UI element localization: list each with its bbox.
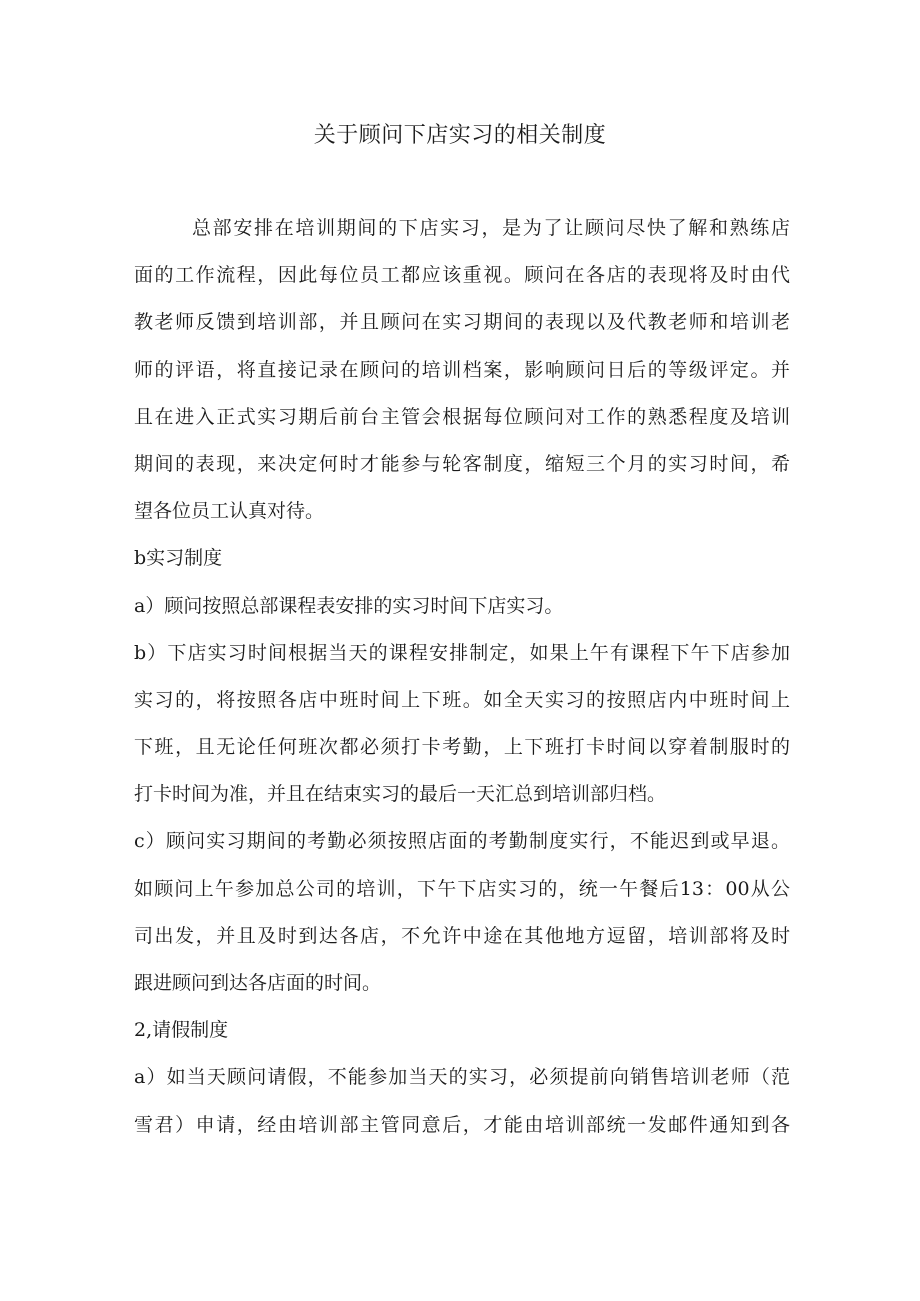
list-item-line: a）如当天顾问请假，不能参加当天的实习，必须提前向销售培训老师（范 bbox=[134, 1066, 790, 1089]
list-item-line: b）下店实习时间根据当天的课程安排制定，如果上午有课程下午下店参加 bbox=[134, 641, 790, 664]
paragraph-line: 望各位员工认真对待。 bbox=[134, 500, 325, 523]
list-item-line: 如顾问上午参加总公司的培训，下午下店实习的，统一午餐后13：00从公 bbox=[134, 877, 790, 900]
list-item-line: 司出发，并且及时到达各店，不允许中途在其他地方逗留，培训部将及时 bbox=[134, 924, 790, 947]
paragraph-line: 面的工作流程，因此每位员工都应该重视。顾问在各店的表现将及时由代 bbox=[134, 264, 790, 287]
list-item-line: 下班，且无论任何班次都必须打卡考勤，上下班打卡时间以穿着制服时的 bbox=[134, 736, 790, 759]
list-item-line: 雪君）申请，经由培训部主管同意后，才能由培训部统一发邮件通知到各 bbox=[134, 1113, 790, 1136]
paragraph-line: 期间的表现，来决定何时才能参与轮客制度，缩短三个月的实习时间，希 bbox=[134, 452, 790, 475]
section-heading: b实习制度 bbox=[134, 547, 223, 570]
document-body bbox=[134, 208, 790, 1152]
list-item-line: 跟进顾问到达各店面的时间。 bbox=[134, 972, 382, 994]
section-heading: 2,请假制度 bbox=[134, 1019, 229, 1042]
list-item-line: 实习的，将按照各店中班时间上下班。如全天实习的按照店内中班时间上 bbox=[134, 688, 790, 711]
list-item-line: c）顾问实习期间的考勤必须按照店面的考勤制度实行，不能迟到或早退。 bbox=[134, 830, 790, 853]
list-item-line: 打卡时间为准，并且在结束实习的最后一天汇总到培训部归档。 bbox=[134, 783, 667, 806]
paragraph-line: 且在进入正式实习期后前台主管会根据每位顾问对工作的熟悉程度及培训 bbox=[134, 405, 790, 428]
document-title: 关于顾问下店实习的相关制度 bbox=[313, 123, 607, 148]
paragraph-line: 教老师反馈到培训部，并且顾问在实习期间的表现以及代教老师和培训老 bbox=[134, 311, 790, 334]
paragraph-line: 总部安排在培训期间的下店实习，是为了让顾问尽快了解和熟练店 bbox=[192, 217, 790, 239]
paragraph-line: 师的评语，将直接记录在顾问的培训档案，影响顾问日后的等级评定。并 bbox=[134, 358, 790, 381]
list-item-line: a）顾问按照总部课程表安排的实习时间下店实习。 bbox=[134, 594, 564, 617]
